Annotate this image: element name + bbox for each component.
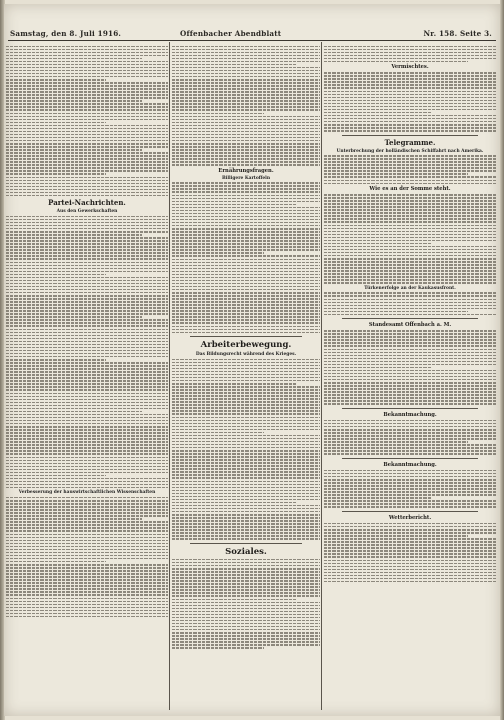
header-issue: Nr. 158. Seite 3. (423, 29, 492, 38)
section-heading: Arbeiterbewegung. (200, 340, 292, 351)
column-rule (169, 42, 170, 710)
column-rule (321, 42, 322, 710)
section-heading: Partei-Nachrichten. (48, 198, 126, 208)
section-subheading: Unterbrechung der holländischen Schiffahrt nach Amerika. (336, 148, 484, 154)
text-block (172, 182, 320, 333)
text-block (324, 523, 496, 582)
divider (342, 408, 478, 409)
text-block (172, 359, 320, 540)
divider (342, 135, 478, 136)
section-heading: Vermischtes. (391, 64, 429, 71)
text-block (324, 194, 496, 284)
section-heading: Bekanntmachung. (383, 461, 437, 468)
divider (190, 543, 302, 544)
text-block (324, 470, 496, 508)
header-date: Samstag, den 8. Juli 1916. (10, 29, 122, 38)
text-block (6, 216, 168, 489)
text-block (324, 155, 496, 184)
section-subheading: Billigere Kartoffeln (221, 175, 271, 181)
divider (342, 511, 478, 512)
column-1 (6, 44, 168, 704)
divider (342, 318, 478, 319)
section-heading: Telegramme. (384, 137, 436, 147)
text-block (172, 46, 320, 166)
text-block (172, 559, 320, 649)
divider (190, 336, 302, 337)
section-heading: Wetterbericht. (388, 514, 432, 521)
divider (342, 458, 478, 459)
section-subheading: Das Bildungsrecht während des Krieges. (195, 352, 297, 358)
section-heading: Soziales. (225, 546, 267, 557)
page-edge-right (500, 0, 504, 720)
text-block (324, 72, 496, 131)
section-heading: Bekanntmachung. (383, 411, 437, 418)
section-heading: Standesamt Offenbach a. M. (368, 322, 452, 329)
column-2 (172, 44, 320, 704)
page-header (8, 28, 496, 41)
text-block (6, 46, 168, 197)
text-block (324, 292, 496, 315)
section-subheading: Verbesserung der hauswirtschaftlichen Wissenschaften (18, 490, 156, 496)
text-block (6, 497, 168, 617)
text-block (324, 330, 496, 405)
section-subheading: Türkenerfolge an der Kaukasusfront. (364, 285, 456, 291)
section-subheading: Wie es an der Somme steht. (369, 186, 451, 193)
section-heading: Ernährungsfragen. (218, 167, 274, 174)
text-block (324, 420, 496, 455)
text-block (324, 46, 496, 63)
header-paper-title: Offenbacher Abendblatt (180, 29, 282, 38)
section-subheading: Aus den Gewerkschaften (56, 209, 118, 215)
column-3 (324, 44, 496, 704)
